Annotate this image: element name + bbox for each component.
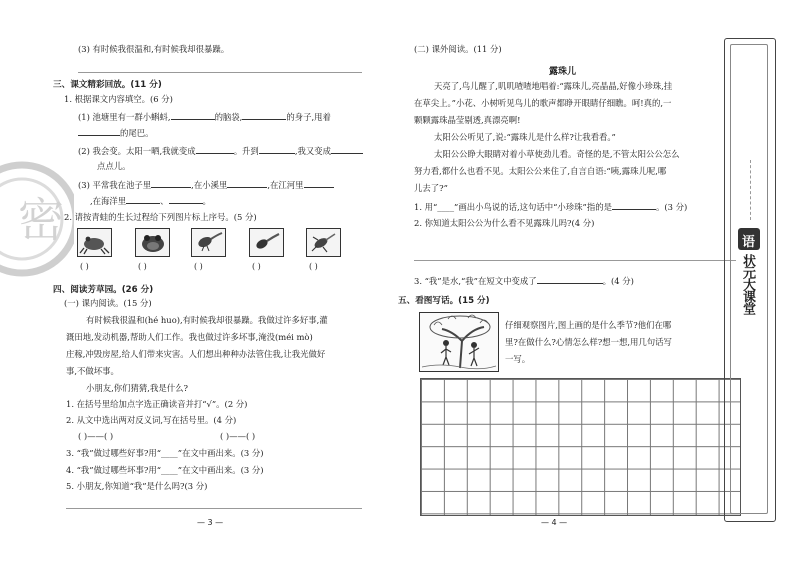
blank[interactable] [169,195,203,204]
section-3-q1: 1. 根据课文内容填空。(6 分) [64,94,173,104]
tadpole-image [249,228,284,257]
question-3: 3. “我”做过哪些好事?用“____”在文中画出来。(3 分) [66,448,264,458]
blank[interactable] [126,195,160,204]
story-title: 露珠儿 [549,67,577,77]
right-question-1: 1. 用“____”画出小鸟说的话,这句话中“小珍珠”指的是 。(3 分) [414,202,688,212]
blank[interactable] [259,145,295,154]
fill-line-1: (1) 池塘里有一群小蝌蚪, 的脑袋, 的身子,甩着 [78,112,331,122]
story-line: 太阳公公睁大眼睛对着小草使劲儿看。奇怪的是,不管太阳公公怎么 [434,149,680,159]
left-q3-item: (3) 有时候我很温和,有时候我却很暴躁。 [78,44,230,54]
antonym-pair[interactable]: ( )——( ) [78,431,114,441]
question-5: 5. 小朋友,你知道“我”是什么吗?(3 分) [66,481,208,491]
answer-paren[interactable]: ( ) [252,262,261,271]
section-5-title: 五、看图写话。(15 分) [398,296,490,306]
answer-line[interactable] [414,260,736,261]
section-4-sub: (一) 课内阅读。(15 分) [64,298,152,308]
blank[interactable] [151,179,191,188]
question-1: 1. 在括号里给加点字选正确读音并打“√”。(2 分) [66,399,248,409]
answer-paren[interactable]: ( ) [194,262,203,271]
passage-line: 小朋友,你们猜猜,我是什么? [86,383,188,393]
writing-prompt: 一写。 [505,354,531,364]
fill-line-1b: 的尾巴。 [78,127,154,139]
blank[interactable] [242,111,286,120]
answer-line[interactable] [66,508,362,509]
blank[interactable] [537,275,603,284]
writing-prompt: 仔细观察图片,图上画的是什么季节?他们在哪 [505,320,672,330]
blank[interactable] [227,179,267,188]
question-2: 2. 从文中选出两对反义词,写在括号里。(4 分) [66,415,237,425]
page-number-left: — 3 — [197,518,224,527]
brand-logo: 状元大课堂 [740,254,755,314]
blank[interactable] [331,145,363,154]
section-3-title: 三、课文精彩回放。(11 分) [53,80,162,90]
page-number-right: — 4 — [541,518,568,527]
blank[interactable] [78,127,120,136]
story-line: 努力看,都什么也看不见。太阳公公来住了,自言自语:“咦,露珠儿呢,哪 [414,166,667,176]
blank[interactable] [171,111,215,120]
story-line: 天亮了,鸟儿醒了,叽叽喳喳地唱着:“露珠儿,亮晶晶,好像小珍珠,挂 [434,81,673,91]
story-line: 太阳公公听见了,说:“露珠儿是什么样?让我看看。” [434,132,616,142]
right-question-2: 2. 你知道太阳公公为什么看不见露珠儿吗?(4 分) [414,218,595,228]
passage-line: 庄稼,冲毁房屋,给人们带来灾害。人们想出种种办法管住我,让我光做好 [66,349,326,359]
section-4-title: 四、阅读芳草园。(26 分) [53,285,154,295]
story-line: 颗颗露珠晶莹剔透,真漂亮啊! [414,115,521,125]
fill-line-2b: 点点儿。 [97,161,131,171]
fill-line-3b: ,在海洋里 、 。 [90,196,211,206]
passage-line: 溉田地,发动机器,帮助人们工作。我也做过许多坏事,淹没(méi mò) [66,332,313,342]
question-4: 4. “我”做过哪些坏事?用“____”在文中画出来。(3 分) [66,465,264,475]
passage-line: 有时候我很温和(hé huo),有时候我却很暴躁。我做过许多好事,灌 [86,315,328,325]
blank[interactable] [196,145,234,154]
tadpole-legs-image [191,228,226,257]
blank[interactable] [612,201,656,210]
fill-line-3: (3) 平常我在池子里 ,在小溪里 ,在江河里 [78,179,334,191]
blank[interactable] [304,179,334,188]
seal-stamp [0,150,74,288]
section-3-q2: 2. 请按青蛙的生长过程给下列图片标上序号。(5 分) [64,212,257,222]
story-line: 儿去了?” [414,183,448,193]
frog-sitting-image [135,228,170,257]
answer-paren[interactable]: ( ) [309,262,318,271]
frog-adult-image [77,228,112,257]
scene-illustration [419,312,499,372]
writing-prompt: 里?在做什么?心情怎么样?想一想,用几句话写 [505,337,672,347]
answer-paren[interactable]: ( ) [138,262,147,271]
right-question-3: 3. “我”是水,“我”在短文中变成了 。(4 分) [414,276,634,286]
binding-dash [750,160,751,220]
antonym-pair[interactable]: ( )——( ) [220,431,256,441]
passage-line: 事,不做坏事。 [66,366,119,376]
story-line: 在草尖上。”小花、小树听见鸟儿的歌声都睁开眼睛仔细瞧。呵!真的,一 [414,98,672,108]
fill-line-2: (2) 我会变。太阳一晒,我就变成 。升到 ,我又变成 [78,145,363,157]
writing-grid[interactable] [420,378,741,516]
section-sub: (二) 课外阅读。(11 分) [414,44,502,54]
divider [78,72,362,73]
froglet-image [306,228,341,257]
stamp-text: 密 [18,193,64,247]
logo-badge: 语 [738,228,760,250]
answer-paren[interactable]: ( ) [80,262,89,271]
